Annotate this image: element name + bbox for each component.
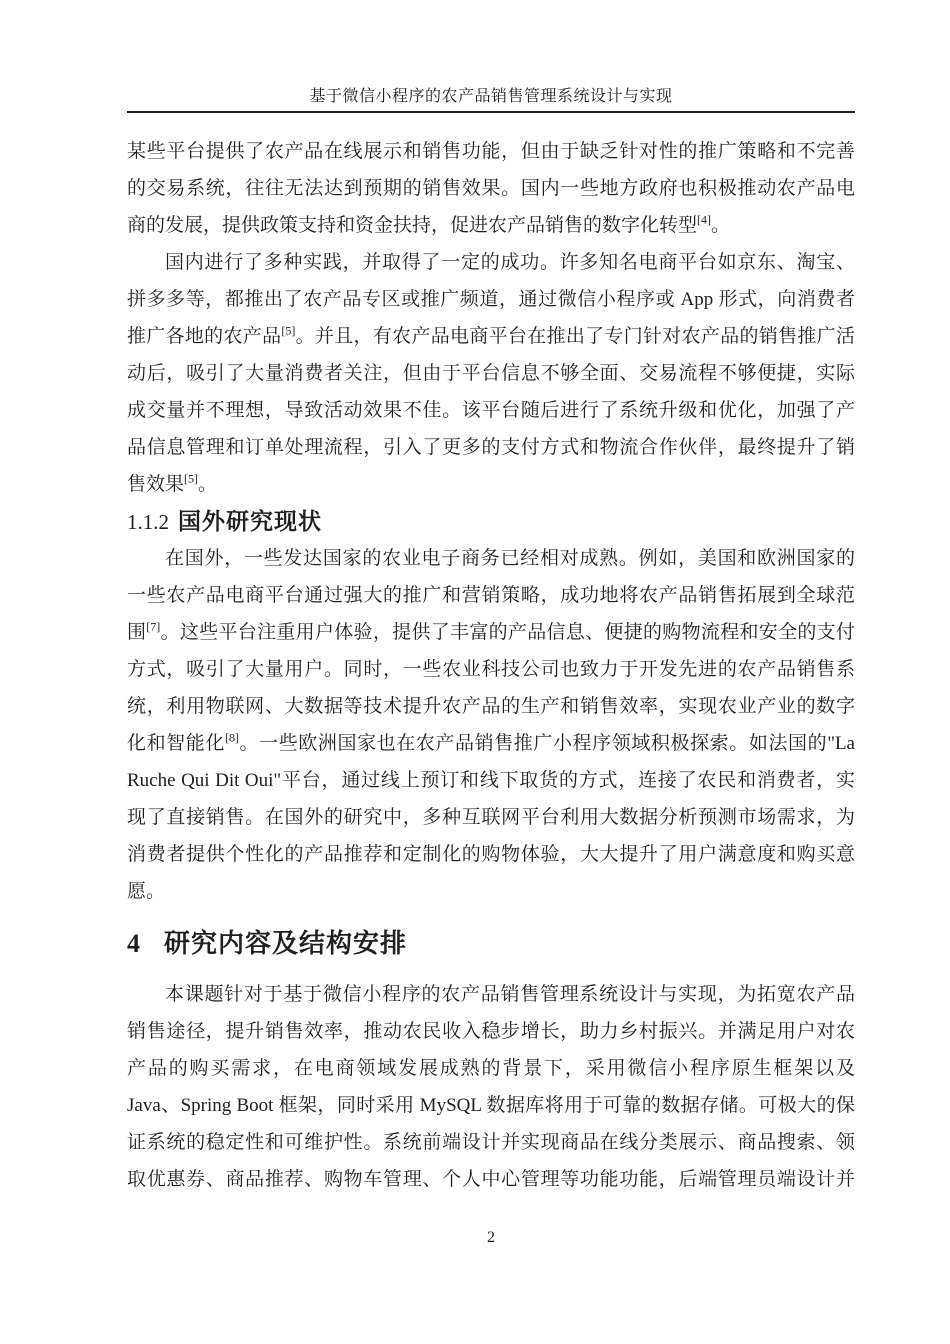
paragraph: [127, 133, 855, 244]
text-line: 一些农产品电商平台通过强大的推广和营销策略，成功地将农产品销售拓展到全球范: [127, 585, 855, 606]
text-line: 成交量并不理想，导致活动效果不佳。该平台随后进行了系统升级和优化，加强了产: [127, 400, 855, 421]
text-line: 消费者提供个性化的产品推荐和定制化的购物体验，大大提升了用户满意度和购买意: [127, 844, 855, 865]
running-header-title: 基于微信小程序的农产品销售管理系统设计与实现: [309, 88, 673, 105]
heading-number: 1.1.2: [127, 510, 169, 534]
heading-title: 国外研究现状: [178, 508, 322, 534]
text-line: 现了直接销售。在国外的研究中，多种互联网平台利用大数据分析预测市场需求，为: [127, 807, 855, 828]
text-line: 动后，吸引了大量消费者关注，但由于平台信息不够全面、交易流程不够便捷，实际: [127, 363, 855, 384]
text-line: 商的发展，提供政策支持和资金扶持，促进农产品销售的数字化转型[4]。: [127, 212, 731, 236]
text-line: 证系统的稳定性和可维护性。系统前端设计并实现商品在线分类展示、商品搜索、领: [127, 1132, 855, 1153]
text-line: 化和智能化[8]。一些欧洲国家也在农产品销售推广小程序领域积极探索。如法国的"La: [127, 730, 855, 754]
chapter-heading: [127, 920, 855, 967]
citation-ref: [4]: [697, 212, 712, 227]
text-line: 在国外，一些发达国家的农业电子商务已经相对成熟。例如，美国和欧洲国家的: [165, 548, 855, 569]
text-line: Java、Spring Boot 框架，同时采用 MySQL 数据库将用于可靠的数据存储。可极大的保: [127, 1095, 855, 1116]
heading-number: 4: [127, 929, 140, 958]
text-line: 某些平台提供了农产品在线展示和销售功能，但由于缺乏针对性的推广策略和不完善: [127, 141, 855, 162]
section-heading: [127, 503, 855, 540]
page-number: 2: [487, 1229, 495, 1246]
text-line: 品信息管理和订单处理流程，引入了更多的支付方式和物流合作伙伴，最终提升了销: [127, 437, 855, 458]
citation-ref: [8]: [224, 730, 239, 745]
text-line: 产品的购买需求，在电商领域发展成熟的背景下，采用微信小程序原生框架以及: [127, 1058, 855, 1079]
text-line: 本课题针对于基于微信小程序的农产品销售管理系统设计与实现，为拓宽农产品: [165, 984, 855, 1005]
text-line: 的交易系统，往往无法达到预期的销售效果。国内一些地方政府也积极推动农产品电: [127, 178, 855, 199]
text-line: 售效果[5]。: [127, 471, 218, 495]
citation-ref: [5]: [184, 471, 199, 486]
text-line: 销售途径，提升销售效率，推动农民收入稳步增长，助力乡村振兴。并满足用户对农: [127, 1021, 855, 1042]
text-line: 拼多多等，都推出了农产品专区或推广频道，通过微信小程序或 App 形式，向消费者: [127, 289, 855, 310]
text-line: 方式，吸引了大量用户。同时，一些农业科技公司也致力于开发先进的农产品销售系: [127, 659, 855, 680]
document-body: [127, 133, 855, 1198]
text-line: 围[7]。这些平台注重用户体验，提供了丰富的产品信息、便捷的购物流程和安全的支付: [127, 619, 855, 643]
header-rule: [127, 111, 855, 113]
text-line: 愿。: [127, 881, 166, 902]
paragraph: [127, 244, 855, 503]
text-line: 推广各地的农产品[5]。并且，有农产品电商平台在推出了专门针对农产品的销售推广活: [127, 323, 855, 347]
text-line: 统，利用物联网、大数据等技术提升农产品的生产和销售效率，实现农业产业的数字: [127, 696, 855, 717]
text-line: 取优惠券、商品推荐、购物车管理、个人中心管理等功能功能，后端管理员端设计并: [127, 1169, 855, 1190]
text-line: 国内进行了多种实践，并取得了一定的成功。许多知名电商平台如京东、淘宝、: [165, 252, 855, 273]
text-line: Ruche Qui Dit Oui"平台，通过线上预订和线下取货的方式，连接了农民和消费者，实: [127, 770, 855, 791]
paragraph: [127, 976, 855, 1198]
citation-ref: [7]: [146, 619, 161, 634]
paragraph: [127, 540, 855, 910]
heading-title: 研究内容及结构安排: [164, 928, 408, 958]
citation-ref: [5]: [281, 323, 296, 338]
